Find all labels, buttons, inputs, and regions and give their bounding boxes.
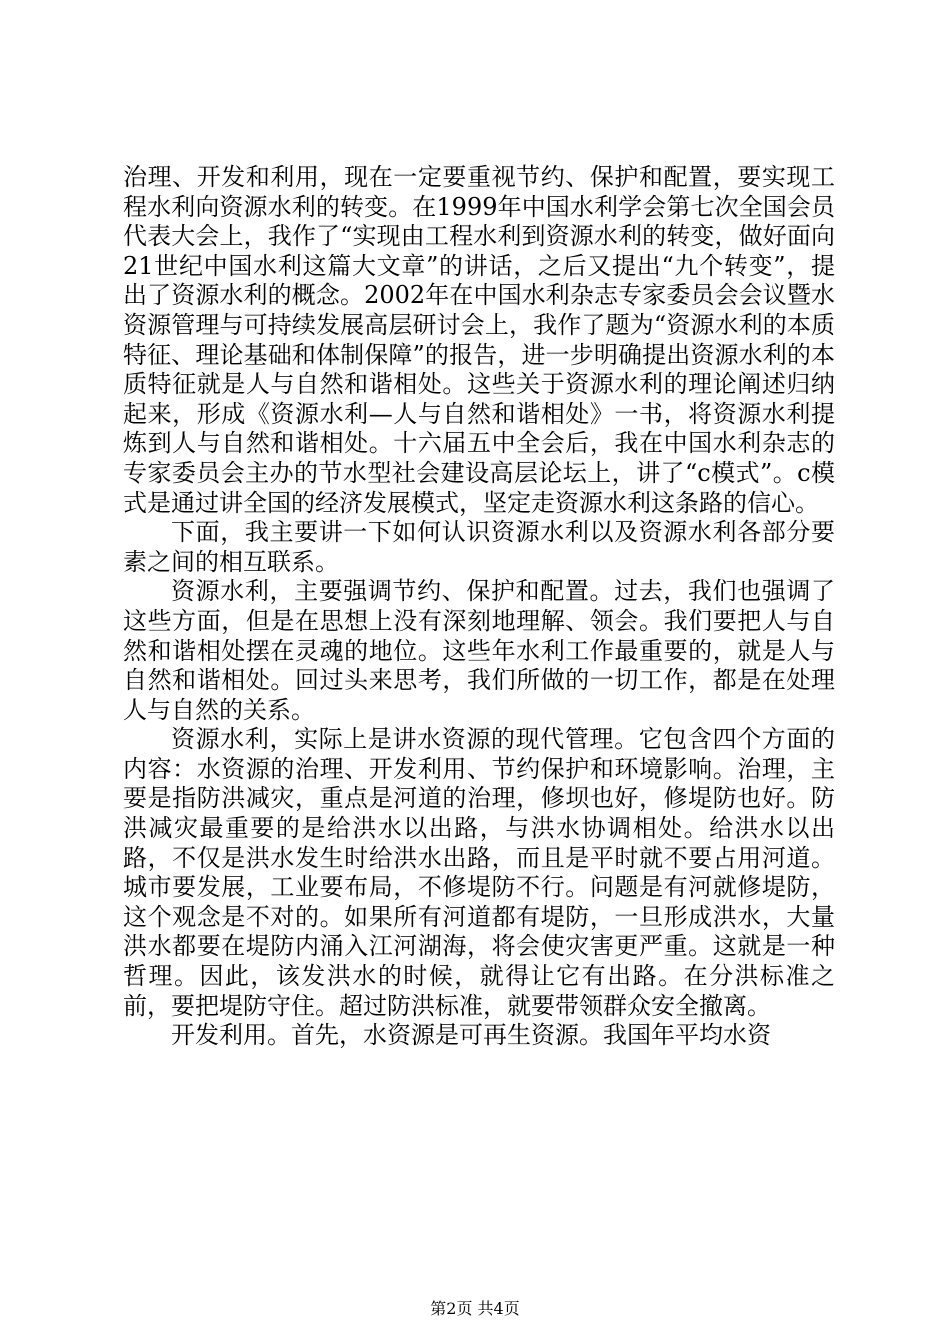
paragraph-1: 治理、开发和利用，现在一定要重视节约、保护和配置，要实现工程水利向资源水利的转变。在1999年中国水利学会第七次全国会员代表大会上，我作了“实现由工程水利到资源水利的转变，做好面向21世纪中国水利这篇大文章”的讲话，之后又提出“九个转变”，提出了资源水利的概念。2002年在中国水利杂志专家委员会会议暨水资源管理与可持续发展高层研讨会上，我作了题为“资源水利的本质特征、理论基础和体制保障”的报告，进一步明确提出资源水利的本质特征就是人与自然和谐相处。这些关于资源水利的理论阐述归纳起来，形成《资源水利—人与自然和谐相处》一书，将资源水利提炼到人与自然和谐相处。十六届五中全会后，我在中国水利杂志的专家委员会主办的节水型社会建设高层论坛上，讲了“c模式”。c模式是通过讲全国的经济发展模式，坚定走资源水利这条路的信心。 xyxy=(123,163,835,517)
page-number-footer: 第2页 共4页 xyxy=(430,1299,520,1318)
paragraph-5: 开发利用。首先，水资源是可再生资源。我国年平均水资 xyxy=(171,1021,771,1050)
body-text xyxy=(123,163,835,1051)
paragraph-4: 资源水利，实际上是讲水资源的现代管理。它包含四个方面的内容：水资源的治理、开发利用、节约保护和环境影响。治理，主要是指防洪减灾，重点是河道的治理，修坝也好，修堤防也好。防洪减灾最重要的是给洪水以出路，与洪水协调相处。给洪水以出路，不仅是洪水发生时给洪水出路，而且是平时就不要占用河道。城市要发展，工业要布局，不修堤防不行。问题是有河就修堤防，这个观念是不对的。如果所有河道都有堤防，一旦形成洪水，大量洪水都要在堤防内涌入江河湖海，将会使灾害更严重。这就是一种哲理。因此，该发洪水的时候，就得让它有出路。在分洪标准之前，要把堤防守住。超过防洪标准，就要带领群众安全撤离。 xyxy=(123,725,835,1020)
paragraph-3: 资源水利，主要强调节约、保护和配置。过去，我们也强调了这些方面，但是在思想上没有深刻地理解、领会。我们要把人与自然和谐相处摆在灵魂的地位。这些年水利工作最重要的，就是人与自然和谐相处。回过头来思考，我们所做的一切工作，都是在处理人与自然的关系。 xyxy=(123,577,835,724)
paragraph-2: 下面，我主要讲一下如何认识资源水利以及资源水利各部分要素之间的相互联系。 xyxy=(123,518,835,576)
